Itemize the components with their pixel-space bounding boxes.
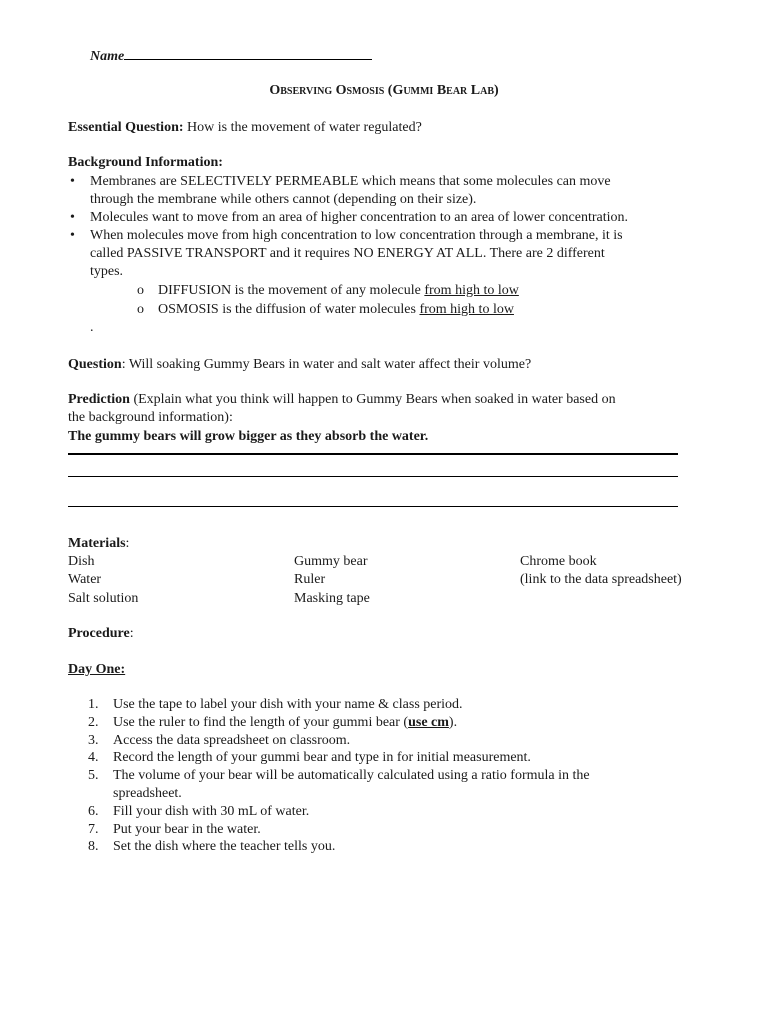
procedure-steps [88, 696, 648, 856]
bullet-line: Molecules want to move from an area of higher concentration to an area of lower concentration. [90, 210, 629, 225]
material-item: Gummy bear [294, 554, 368, 569]
procedure-heading [68, 626, 134, 642]
step-emphasis: use cm [408, 714, 449, 730]
step-number: 6. [88, 803, 99, 819]
material-item: Water [68, 572, 102, 587]
list-item [88, 767, 648, 803]
background-heading: Background Information: [68, 155, 223, 170]
question [68, 357, 531, 373]
sub-item-osmosis [137, 302, 514, 318]
sub-item-diffusion [137, 283, 519, 299]
name-label: Name [90, 49, 125, 64]
essential-question [68, 120, 422, 136]
step-text: Fill your dish with 30 mL of water. [113, 803, 310, 819]
materials-label: Materials [68, 536, 126, 551]
prediction-line-1 [68, 392, 616, 408]
step-text-line-2: spreadsheet. [113, 785, 182, 801]
bullet-line: through the membrane while others cannot (depending on their size). [90, 192, 477, 207]
prediction-label: Prediction [68, 392, 130, 407]
name-blank-line [124, 47, 372, 60]
step-number: 5. [88, 768, 99, 784]
step-text: Use the ruler to find the length of your gummi bear ( [113, 714, 409, 730]
prediction-line-2: the background information): [68, 410, 233, 425]
procedure-colon: : [129, 626, 134, 641]
step-text: Access the data spreadsheet on classroom. [113, 732, 351, 748]
bullet-marker: • [70, 174, 75, 189]
essential-question-text: How is the movement of water regulated? [183, 120, 422, 135]
sub-item-underlined: from high to low [424, 283, 519, 298]
list-item [88, 714, 648, 732]
list-item [68, 173, 678, 209]
bullet-line: Membranes are SELECTIVELY PERMEABLE which means that some molecules can move [90, 174, 611, 189]
background-bullet-list [68, 173, 678, 281]
list-item [88, 821, 648, 839]
step-text: The volume of your bear will be automatically calculated using a ratio formula in the [113, 768, 590, 784]
list-item [88, 732, 648, 750]
bullet-marker: • [70, 210, 75, 225]
step-number: 2. [88, 714, 99, 730]
name-field [90, 47, 372, 65]
list-item [88, 749, 648, 767]
question-label: Question [68, 357, 122, 372]
bullet-line: When molecules move from high concentration to low concentration through a membrane, it is [90, 228, 623, 243]
question-text: : Will soaking Gummy Bears in water and salt water affect their volume? [121, 357, 532, 372]
list-item [88, 838, 648, 856]
prediction-answer: The gummy bears will grow bigger as they absorb the water. [68, 429, 429, 444]
material-item: Masking tape [294, 591, 370, 606]
material-item: Salt solution [68, 591, 139, 606]
material-item: Chrome book [520, 554, 597, 569]
material-item: Dish [68, 554, 95, 569]
step-text-after: ). [448, 714, 458, 730]
sub-bullet-marker: o [137, 302, 144, 317]
step-text: Set the dish where the teacher tells you. [113, 839, 336, 855]
list-item [68, 227, 678, 281]
answer-line [68, 476, 678, 477]
list-item [88, 803, 648, 821]
material-item: (link to the data spreadsheet) [520, 572, 682, 587]
step-number: 4. [88, 750, 99, 766]
procedure-label: Procedure [68, 626, 130, 641]
answer-line [68, 453, 678, 455]
stray-mark: . [90, 320, 94, 335]
bullet-marker: • [70, 228, 75, 243]
sub-item-text: DIFFUSION is the movement of any molecule [158, 283, 425, 298]
step-text: Use the tape to label your dish with your name & class period. [113, 697, 463, 712]
sub-item-underlined: from high to low [419, 302, 514, 317]
essential-question-label: Essential Question: [68, 120, 184, 135]
answer-line [68, 506, 678, 507]
step-text: Record the length of your gummi bear and type in for initial measurement. [113, 750, 531, 766]
step-number: 8. [88, 839, 99, 855]
bullet-line: types. [90, 264, 124, 279]
material-item: Ruler [294, 572, 326, 587]
step-number: 3. [88, 732, 99, 748]
prediction-text: (Explain what you think will happen to Gummy Bears when soaked in water based on [129, 392, 616, 407]
page-title: Observing Osmosis (Gummi Bear Lab) [269, 83, 499, 98]
list-item [88, 696, 648, 714]
materials-colon: : [125, 536, 130, 551]
sub-item-text: OSMOSIS is the diffusion of water molecules [158, 302, 420, 317]
bullet-line: called PASSIVE TRANSPORT and it requires NO ENERGY AT ALL. There are 2 different [90, 246, 605, 261]
sub-bullet-marker: o [137, 283, 144, 298]
day-one-heading: Day One: [68, 662, 126, 677]
step-number: 7. [88, 821, 99, 837]
materials-heading [68, 536, 129, 552]
step-number: 1. [88, 697, 99, 712]
step-text: Put your bear in the water. [113, 821, 261, 837]
list-item [68, 209, 678, 227]
